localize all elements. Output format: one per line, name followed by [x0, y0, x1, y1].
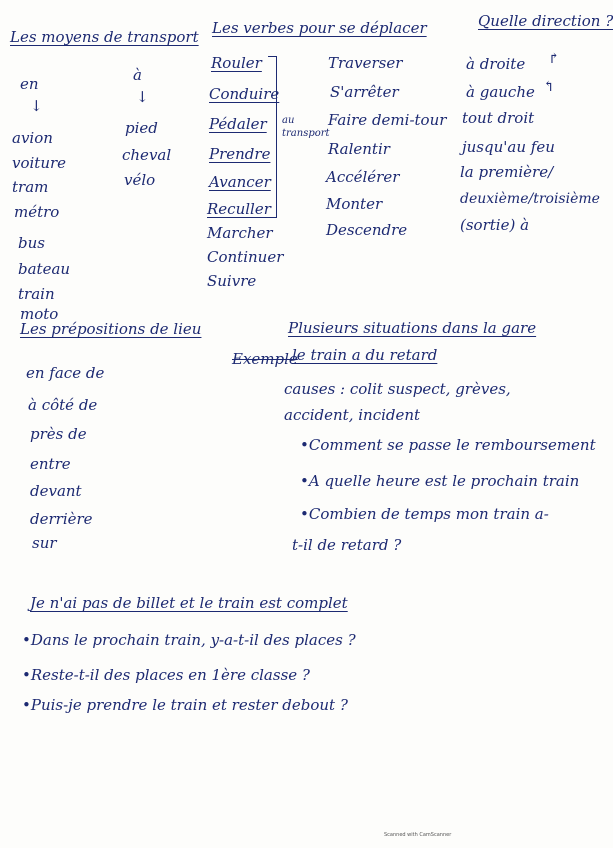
- verb-item: Avancer: [209, 173, 271, 191]
- verb-item: Suivre: [207, 272, 257, 290]
- turn-left-arrow-icon: ↰: [543, 79, 555, 95]
- transport-item: bateau: [18, 260, 71, 278]
- transport-item: avion: [12, 129, 53, 147]
- preposition-item: sur: [32, 534, 57, 552]
- turn-right-arrow-icon: ↱: [548, 51, 560, 67]
- ticket-bullet: •Puis-je prendre le train et rester debout ?: [22, 696, 348, 714]
- preposition-item: entre: [30, 455, 71, 473]
- verb-item: Marcher: [207, 224, 273, 242]
- verbs-heading: Les verbes pour se déplacer: [212, 19, 427, 37]
- verb-item: Faire demi-tour: [328, 111, 447, 129]
- station-bullet: •Combien de temps mon train a-: [300, 505, 549, 523]
- preposition-item: devant: [30, 482, 82, 500]
- transport-item: bus: [18, 234, 45, 252]
- verb-item: Traverser: [328, 54, 403, 72]
- direction-item: jusqu'au feu: [462, 138, 555, 156]
- direction-item: tout droit: [462, 109, 535, 127]
- station-bullet: •Comment se passe le remboursement: [300, 436, 596, 454]
- verb-item: S'arrêter: [330, 83, 399, 101]
- verb-item: Monter: [326, 195, 383, 213]
- direction-item: (sortie) à: [460, 216, 530, 234]
- verb-item: Ralentir: [328, 140, 390, 158]
- preposition-item: près de: [30, 425, 87, 443]
- verb-item: Reculler: [207, 200, 271, 218]
- transport-item: train: [18, 285, 55, 303]
- direction-item: la première/: [460, 163, 554, 181]
- station-bullet-cont: t-il de retard ?: [292, 536, 402, 554]
- preposition-item: à côté de: [28, 396, 98, 414]
- bracket-label: au transport: [282, 115, 330, 139]
- direction-item: à droite: [466, 55, 526, 73]
- crossed-out-word: Exemple: [232, 350, 298, 368]
- station-bullet: •A quelle heure est le prochain train: [300, 472, 580, 490]
- verb-item: Continuer: [207, 248, 284, 266]
- verb-item: Descendre: [326, 221, 408, 239]
- verb-item: Prendre: [209, 145, 271, 163]
- direction-heading: Quelle direction ?: [478, 12, 613, 30]
- causes-line: accident, incident: [284, 406, 421, 424]
- transport-item: métro: [14, 203, 60, 221]
- preposition-item: derrière: [30, 510, 93, 528]
- causes-line: causes : colit suspect, grèves,: [284, 380, 511, 398]
- verb-item: Conduire: [209, 85, 280, 103]
- transport-prep-en: en: [20, 75, 39, 93]
- down-arrow-icon: ↓: [30, 97, 43, 115]
- station-subheading: le train a du retard: [292, 346, 438, 364]
- verb-item: Rouler: [211, 54, 262, 72]
- ticket-bullet: •Dans le prochain train, y-a-t-il des places ?: [22, 631, 356, 649]
- transport-item: voiture: [12, 154, 67, 172]
- verb-item: Accélérer: [326, 168, 400, 186]
- direction-item: à gauche: [466, 83, 535, 101]
- transport-item: moto: [20, 305, 59, 323]
- transport-prep-a: à: [133, 66, 142, 84]
- transport-item: tram: [12, 178, 49, 196]
- preposition-item: en face de: [26, 364, 105, 382]
- prepositions-heading: Les prépositions de lieu: [20, 320, 202, 338]
- transport-item: pied: [125, 119, 158, 137]
- down-arrow-icon: ↓: [136, 88, 149, 106]
- transport-item: vélo: [124, 171, 156, 189]
- verb-item: Pédaler: [209, 115, 267, 133]
- direction-item: deuxième/troisième: [460, 191, 600, 207]
- footer-watermark: Scanned with CamScanner: [384, 832, 452, 838]
- verb-bracket: [268, 56, 277, 218]
- transport-item: cheval: [122, 146, 172, 164]
- ticket-bullet: •Reste-t-il des places en 1ère classe ?: [22, 666, 310, 684]
- ticket-heading: Je n'ai pas de billet et le train est complet: [30, 594, 348, 612]
- station-heading: Plusieurs situations dans la gare: [288, 319, 537, 337]
- transport-heading: Les moyens de transport: [10, 28, 199, 46]
